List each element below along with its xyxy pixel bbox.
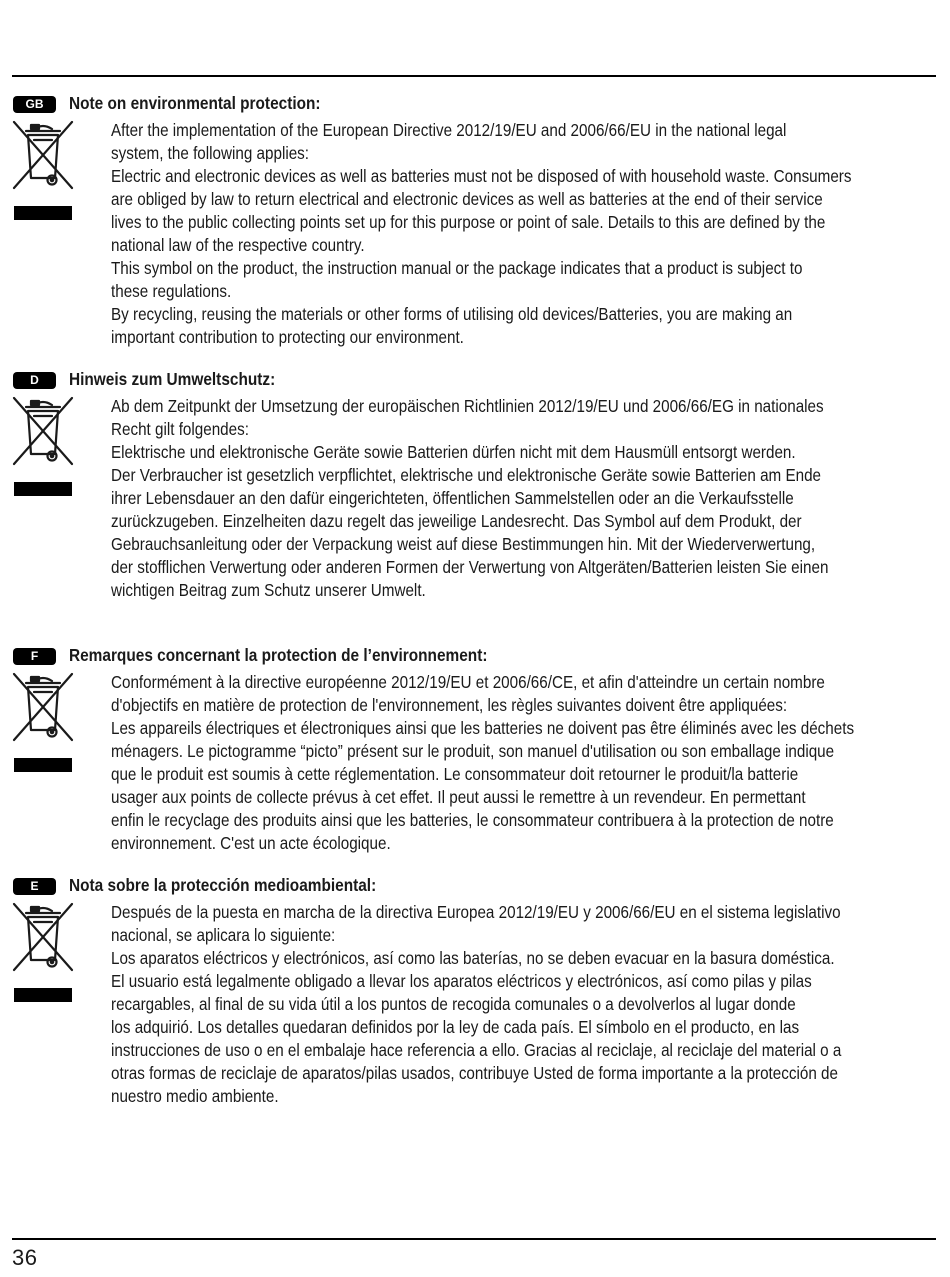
section-d (12, 369, 938, 600)
body-line: national law of the respective country. (111, 235, 365, 255)
body-line: After the implementation of the European Directive 2012/19/EU and 2006/66/EU in the national legal (111, 120, 787, 140)
body-line: recargables, al final de su vida útil a los puntos de recogida comunales o a devolverlos al lugar donde (111, 994, 796, 1014)
language-badge: D (13, 372, 56, 389)
body-line: important contribution to protecting our environment. (111, 327, 464, 347)
section-heading-row (12, 371, 938, 393)
body-line: Der Verbraucher ist gesetzlich verpflichtet, elektrische und elektronische Geräte sowie Batterien am Ende (111, 465, 822, 485)
weee-bar (14, 758, 72, 772)
crossed-out-bin-icon (12, 902, 74, 986)
section-body (111, 671, 950, 855)
section-heading-row (12, 877, 938, 899)
body-line: Gebrauchsanleitung oder der Verpackung weist auf diese Bestimmungen hin. Mit der Wiederverwertung, (111, 534, 816, 554)
top-rule (12, 75, 936, 77)
body-line: are obliged by law to return electrical and electronic devices as well as batteries at the end of their service (111, 189, 823, 209)
body-line: Los aparatos eléctricos y electrónicos, así como las baterías, no se deben evacuar en la basura doméstica. (111, 948, 835, 968)
body-line: Electric and electronic devices as well as batteries must not be disposed of with household waste. Consumers (111, 166, 852, 186)
section-f (12, 645, 938, 853)
body-line: Ab dem Zeitpunkt der Umsetzung der europäischen Richtlinien 2012/19/EU und 2006/66/EG in nationales (111, 396, 824, 416)
section-e (12, 875, 938, 1106)
page-number: 36 (12, 1245, 38, 1270)
weee-bar (14, 206, 72, 220)
body-line: enfin le recyclage des produits ainsi que les batteries, le consommateur contribuera à la protection de notre (111, 810, 834, 830)
body-line: Les appareils électriques et électroniques ainsi que les batteries ne doivent pas être éliminés avec les déchets (111, 718, 855, 738)
body-line: environnement. C'est un acte écologique. (111, 833, 391, 853)
section-title: Note on environmental protection: (69, 93, 321, 113)
section-body (111, 901, 950, 1108)
body-line: wichtigen Beitrag zum Schutz unserer Umwelt. (111, 580, 426, 600)
body-line: system, the following applies: (111, 143, 310, 163)
section-body (111, 119, 950, 349)
weee-symbol (12, 396, 74, 498)
crossed-out-bin-icon (12, 120, 74, 204)
body-line: der stofflichen Verwertung oder anderen Formen der Verwertung von Altgeräten/Batterien leisten Sie einen (111, 557, 829, 577)
body-line: los adquirió. Los detalles quedaran definidos por la ley de cada país. El símbolo en el producto, en las (111, 1017, 800, 1037)
section-title: Nota sobre la protección medioambiental: (69, 875, 377, 895)
weee-symbol (12, 902, 74, 1004)
body-line: nuestro medio ambiente. (111, 1086, 279, 1106)
weee-symbol (12, 672, 74, 774)
body-line: otras formas de reciclaje de aparatos/pilas usados, contribuye Usted de forma importante a la protección de (111, 1063, 838, 1083)
body-line: This symbol on the product, the instruction manual or the package indicates that a product is subject to (111, 258, 803, 278)
section-title: Remarques concernant la protection de l’environnement: (69, 645, 488, 665)
body-line: ménagers. Le pictogramme “picto” présent sur le produit, son manuel d'utilisation ou son emballage indique (111, 741, 835, 761)
crossed-out-bin-icon (12, 672, 74, 756)
language-badge: F (13, 648, 56, 665)
body-line: que le produit est soumis à cette réglementation. Le consommateur doit retourner le produit/la batterie (111, 764, 799, 784)
body-line: Después de la puesta en marcha de la directiva Europea 2012/19/EU y 2006/66/EU en el sistema legislativo (111, 902, 841, 922)
body-line: El usuario está legalmente obligado a llevar los aparatos eléctricos y electrónicos, así como pilas y pilas (111, 971, 812, 991)
body-line: lives to the public collecting points set up for this purpose or point of sale. Details to this are defined by the (111, 212, 826, 232)
bottom-rule (12, 1238, 936, 1240)
body-line: Recht gilt folgendes: (111, 419, 249, 439)
body-line: instrucciones de uso o en el embalaje hace referencia a ello. Gracias al reciclaje, al reciclaje del material o a (111, 1040, 842, 1060)
section-body (111, 395, 950, 602)
body-line: Elektrische und elektronische Geräte sowie Batterien dürfen nicht mit dem Hausmüll entsorgt werden. (111, 442, 796, 462)
body-line: ihrer Lebensdauer an den dafür eingerichteten, öffentlichen Sammelstellen oder an die Verkaufsstelle (111, 488, 794, 508)
section-gb (12, 93, 938, 347)
body-line: zurückzugeben. Einzelheiten dazu regelt das jeweilige Landesrecht. Das Symbol auf dem Produkt, der (111, 511, 802, 531)
language-badge: GB (13, 96, 56, 113)
weee-bar (14, 988, 72, 1002)
crossed-out-bin-icon (12, 396, 74, 480)
body-line: By recycling, reusing the materials or other forms of utilising old devices/Batteries, you are making an (111, 304, 793, 324)
weee-symbol (12, 120, 74, 222)
body-line: usager aux points de collecte prévus à cet effet. Il peut aussi le remettre à un revendeur. En permettant (111, 787, 806, 807)
language-badge: E (13, 878, 56, 895)
body-line: d'objectifs en matière de protection de l'environnement, les règles suivantes doivent être appliquées: (111, 695, 788, 715)
body-line: Conformément à la directive européenne 2012/19/EU et 2006/66/CE, et afin d'atteindre un certain nombre (111, 672, 825, 692)
body-line: these regulations. (111, 281, 232, 301)
body-line: nacional, se aplicara lo siguiente: (111, 925, 336, 945)
section-title: Hinweis zum Umweltschutz: (69, 369, 276, 389)
section-heading-row (12, 95, 938, 117)
section-heading-row (12, 647, 938, 669)
weee-bar (14, 482, 72, 496)
